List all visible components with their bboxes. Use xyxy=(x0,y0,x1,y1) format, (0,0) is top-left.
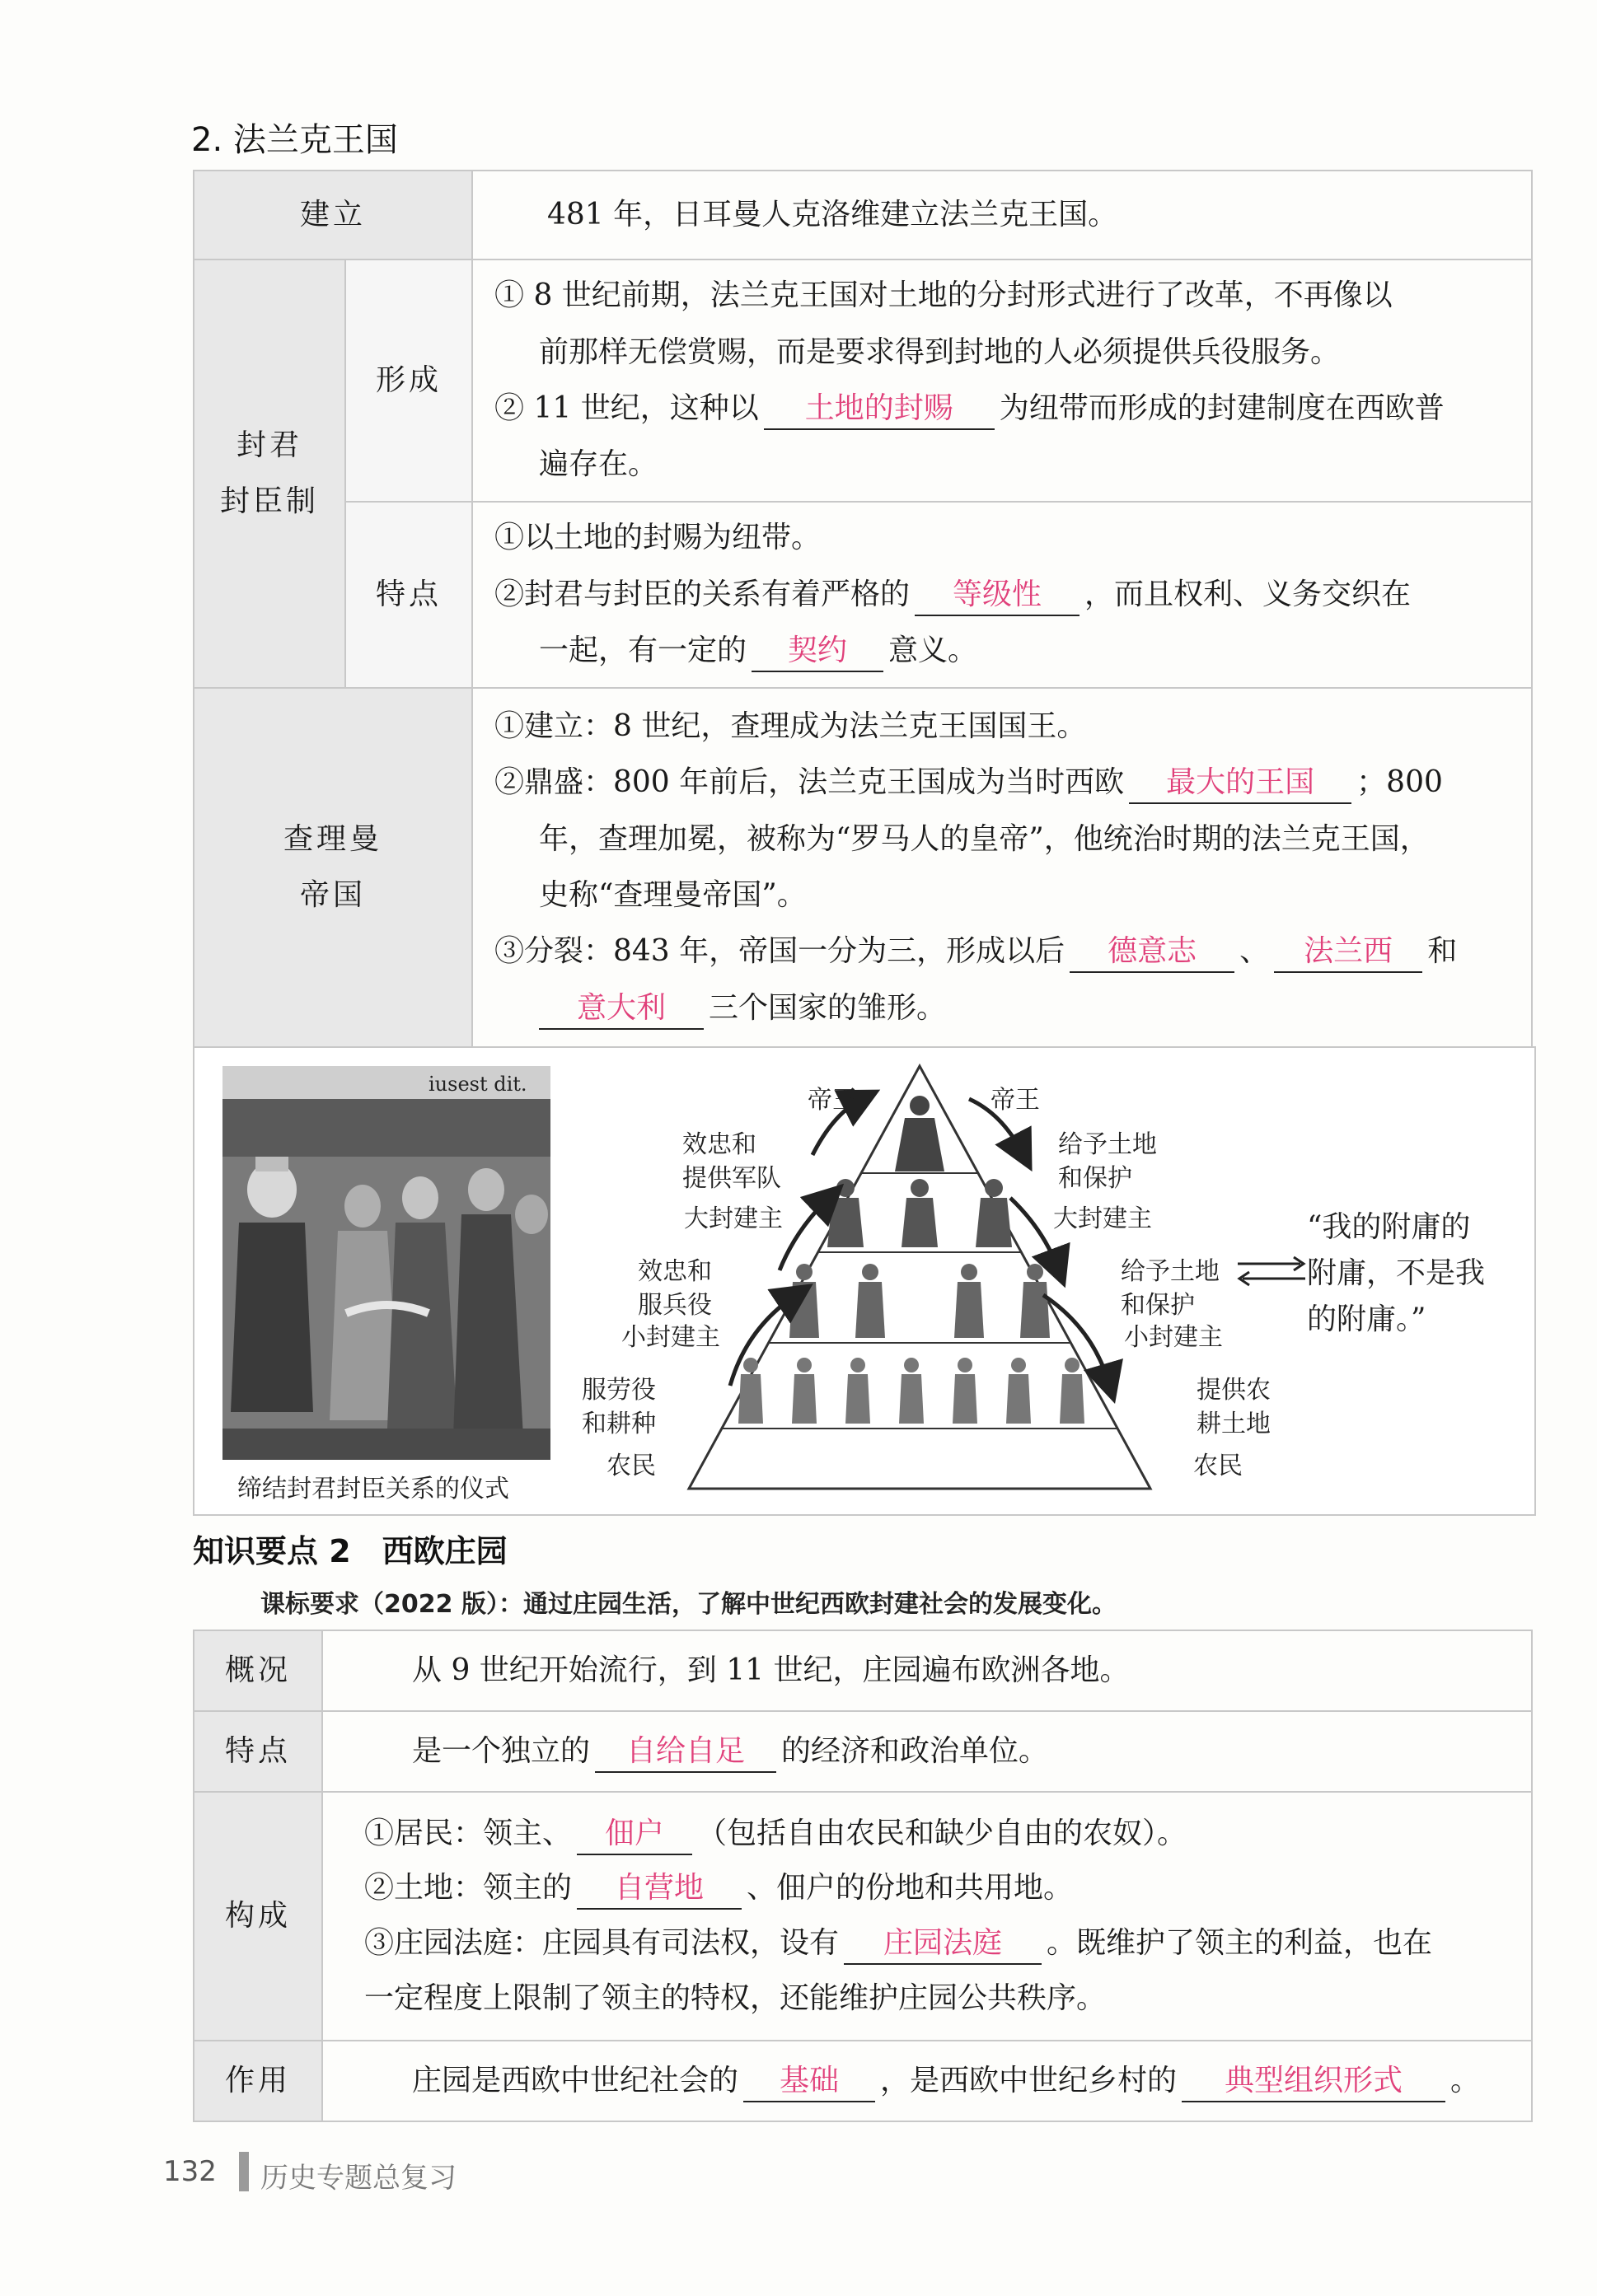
chalimanchu-label-line1: 查理曼 xyxy=(283,821,382,856)
tedian2-post: 的经济和政治单位。 xyxy=(781,1733,1049,1768)
right-great-lord-label: 大封建主 xyxy=(1053,1204,1152,1233)
zuoyong-mid: ，是西欧中世纪乡村的 xyxy=(880,2063,1178,2097)
row-header-fengjun xyxy=(194,260,345,688)
xingcheng-p2-post: 为纽带而形成的封建制度在西欧普 xyxy=(999,391,1445,425)
answer-blank: 意大利 xyxy=(539,989,704,1030)
row-header-goucheng: 构成 xyxy=(194,1792,322,2041)
chalimanchu-p3-post: 和 xyxy=(1427,934,1458,969)
manor-table xyxy=(193,1630,1533,2122)
chalimanchu-p2c: 史称“查理曼帝国”。 xyxy=(539,878,807,912)
zuoyong-post: 。 xyxy=(1450,2063,1481,2097)
row-header-zuoyong: 作用 xyxy=(194,2041,322,2121)
book-title: 历史专题总复习 xyxy=(260,2162,457,2195)
tedian-p2-post: ，而且权利、义务交织在 xyxy=(1084,577,1412,611)
sub-header-tedian: 特点 xyxy=(345,502,472,688)
gaikuang-text: 从 9 世纪开始流行，到 11 世纪，庄园遍布欧洲各地。 xyxy=(322,1630,1532,1711)
row-header-tedian: 特点 xyxy=(194,1711,322,1792)
chalimanchu-content xyxy=(472,688,1532,1047)
xingcheng-p1: ① 8 世纪前期，法兰克王国对土地的分封形式进行了改革，不再像以 xyxy=(494,278,1393,313)
left-emperor-label: 帝王 xyxy=(808,1086,857,1115)
row-header-jianli: 建立 xyxy=(194,171,472,260)
answer-blank: 等级性 xyxy=(915,576,1079,616)
exchange-arrows-icon xyxy=(1234,1251,1309,1292)
goucheng-p2-post: 、佃户的份地和共用地。 xyxy=(747,1871,1074,1906)
left-loyalty-army-label: 效忠和 提供军队 xyxy=(682,1130,781,1193)
answer-blank: 典型组织形式 xyxy=(1182,2062,1445,2102)
zuoyong-pre: 庄园是西欧中世纪社会的 xyxy=(412,2063,739,2097)
left-small-lord-label: 小封建主 xyxy=(621,1323,720,1352)
answer-blank: 契约 xyxy=(752,632,883,672)
goucheng-p3-pre: ③庄园法庭：庄园具有司法权，设有 xyxy=(364,1926,840,1960)
tedian-p3-pre: 一起，有一定的 xyxy=(539,634,747,668)
answer-blank: 佃户 xyxy=(577,1815,692,1855)
sub-header-xingcheng: 形成 xyxy=(345,260,472,502)
chalimanchu-p2-pre: ②鼎盛：800 年前后，法兰克王国成为当时西欧 xyxy=(494,765,1125,800)
right-grant-protection-label: 给予土地 和保护 xyxy=(1121,1257,1220,1320)
knowledge-point-title: 知识要点 2 西欧庄园 xyxy=(193,1533,508,1569)
right-grant-land-label: 给予土地 和保护 xyxy=(1058,1130,1157,1193)
answer-blank: 庄园法庭 xyxy=(844,1924,1042,1965)
tedian2-content xyxy=(322,1711,1532,1792)
answer-blank: 土地的封赐 xyxy=(764,390,995,430)
tedian2-pre: 是一个独立的 xyxy=(412,1733,591,1768)
right-peasant-label: 农民 xyxy=(1193,1452,1243,1480)
xingcheng-p2b: 遍存在。 xyxy=(539,447,658,482)
answer-blank: 基础 xyxy=(743,2062,875,2102)
page-number: 132 xyxy=(163,2155,217,2188)
frankish-kingdom-table xyxy=(193,170,1533,1048)
goucheng-p3-post: 。既维护了领主的利益，也在 xyxy=(1047,1926,1433,1960)
zuoyong-content xyxy=(322,2041,1532,2121)
tedian-content xyxy=(472,502,1532,688)
goucheng-p1-pre: ①居民：领主、 xyxy=(364,1816,573,1850)
chalimanchu-p3-sep: 、 xyxy=(1239,934,1270,969)
left-loyalty-service-label: 效忠和 服兵役 xyxy=(638,1257,712,1320)
right-provide-land-label: 提供农 耕土地 xyxy=(1197,1376,1271,1438)
goucheng-p3b: 一定程度上限制了领主的特权，还能维护庄园公共秩序。 xyxy=(364,1980,1107,2015)
xingcheng-p2-pre: ② 11 世纪，这种以 xyxy=(494,391,759,425)
row-header-chalimanchu xyxy=(194,688,472,1047)
answer-blank: 法兰西 xyxy=(1274,933,1422,973)
chalimanchu-p2b: 年，查理加冕，被称为“罗马人的皇帝”，他统治时期的法兰克王国， xyxy=(539,821,1430,856)
footer-divider xyxy=(239,2152,249,2191)
ceremony-photo xyxy=(222,1066,550,1460)
fengjun-label-line2: 封臣制 xyxy=(219,484,319,518)
photo-header-text: iusest dit. xyxy=(429,1073,527,1096)
xingcheng-p1b: 前那样无偿赏赐，而是要求得到封地的人必须提供兵役服务。 xyxy=(539,334,1341,369)
tedian-p3-post: 意义。 xyxy=(888,634,978,668)
right-small-lord-label: 小封建主 xyxy=(1124,1323,1223,1352)
ceremony-illustration xyxy=(222,1066,550,1460)
right-emperor-label: 帝王 xyxy=(991,1086,1040,1115)
left-labor-label: 服劳役 和耕种 xyxy=(582,1376,656,1438)
goucheng-p1-post: （包括自由农民和缺少自由的农奴）。 xyxy=(697,1816,1187,1850)
photo-caption: 缔结封君封臣关系的仪式 xyxy=(237,1475,509,1503)
goucheng-content xyxy=(322,1792,1532,2041)
answer-blank: 德意志 xyxy=(1070,933,1234,973)
answer-blank: 自营地 xyxy=(577,1869,742,1910)
chalimanchu-p1: ①建立：8 世纪，查理成为法兰克王国国王。 xyxy=(494,708,1087,743)
chalimanchu-p2-post: ；800 xyxy=(1356,765,1443,800)
tedian-p2-pre: ②封君与封臣的关系有着严格的 xyxy=(494,577,911,611)
left-peasant-label: 农民 xyxy=(606,1452,656,1480)
chalimanchu-label-line2: 帝国 xyxy=(299,878,366,912)
curriculum-requirement: 课标要求（2022 版）：通过庄园生活，了解中世纪西欧封建社会的发展变化。 xyxy=(260,1590,1117,1619)
goucheng-p2-pre: ②土地：领主的 xyxy=(364,1871,573,1906)
answer-blank: 最大的王国 xyxy=(1129,764,1351,804)
section-title: 2. 法兰克王国 xyxy=(191,121,398,159)
feudal-diagram xyxy=(193,1046,1536,1516)
chalimanchu-p3-pre: ③分裂：843 年，帝国一分为三，形成以后 xyxy=(494,934,1065,969)
chalimanchu-p3b-post: 三个国家的雏形。 xyxy=(709,990,947,1025)
vassal-quote: “我的附庸的 附庸，不是我 的附庸。” xyxy=(1307,1210,1486,1336)
jianli-text: 481 年，日耳曼人克洛维建立法兰克王国。 xyxy=(472,171,1532,260)
left-great-lord-label: 大封建主 xyxy=(684,1204,783,1233)
xingcheng-content xyxy=(472,260,1532,502)
fengjun-label-line1: 封君 xyxy=(236,428,302,462)
answer-blank: 自给自足 xyxy=(595,1733,776,1773)
tedian-p1: ①以土地的封赐为纽带。 xyxy=(494,521,822,555)
row-header-gaikuang: 概况 xyxy=(194,1630,322,1711)
